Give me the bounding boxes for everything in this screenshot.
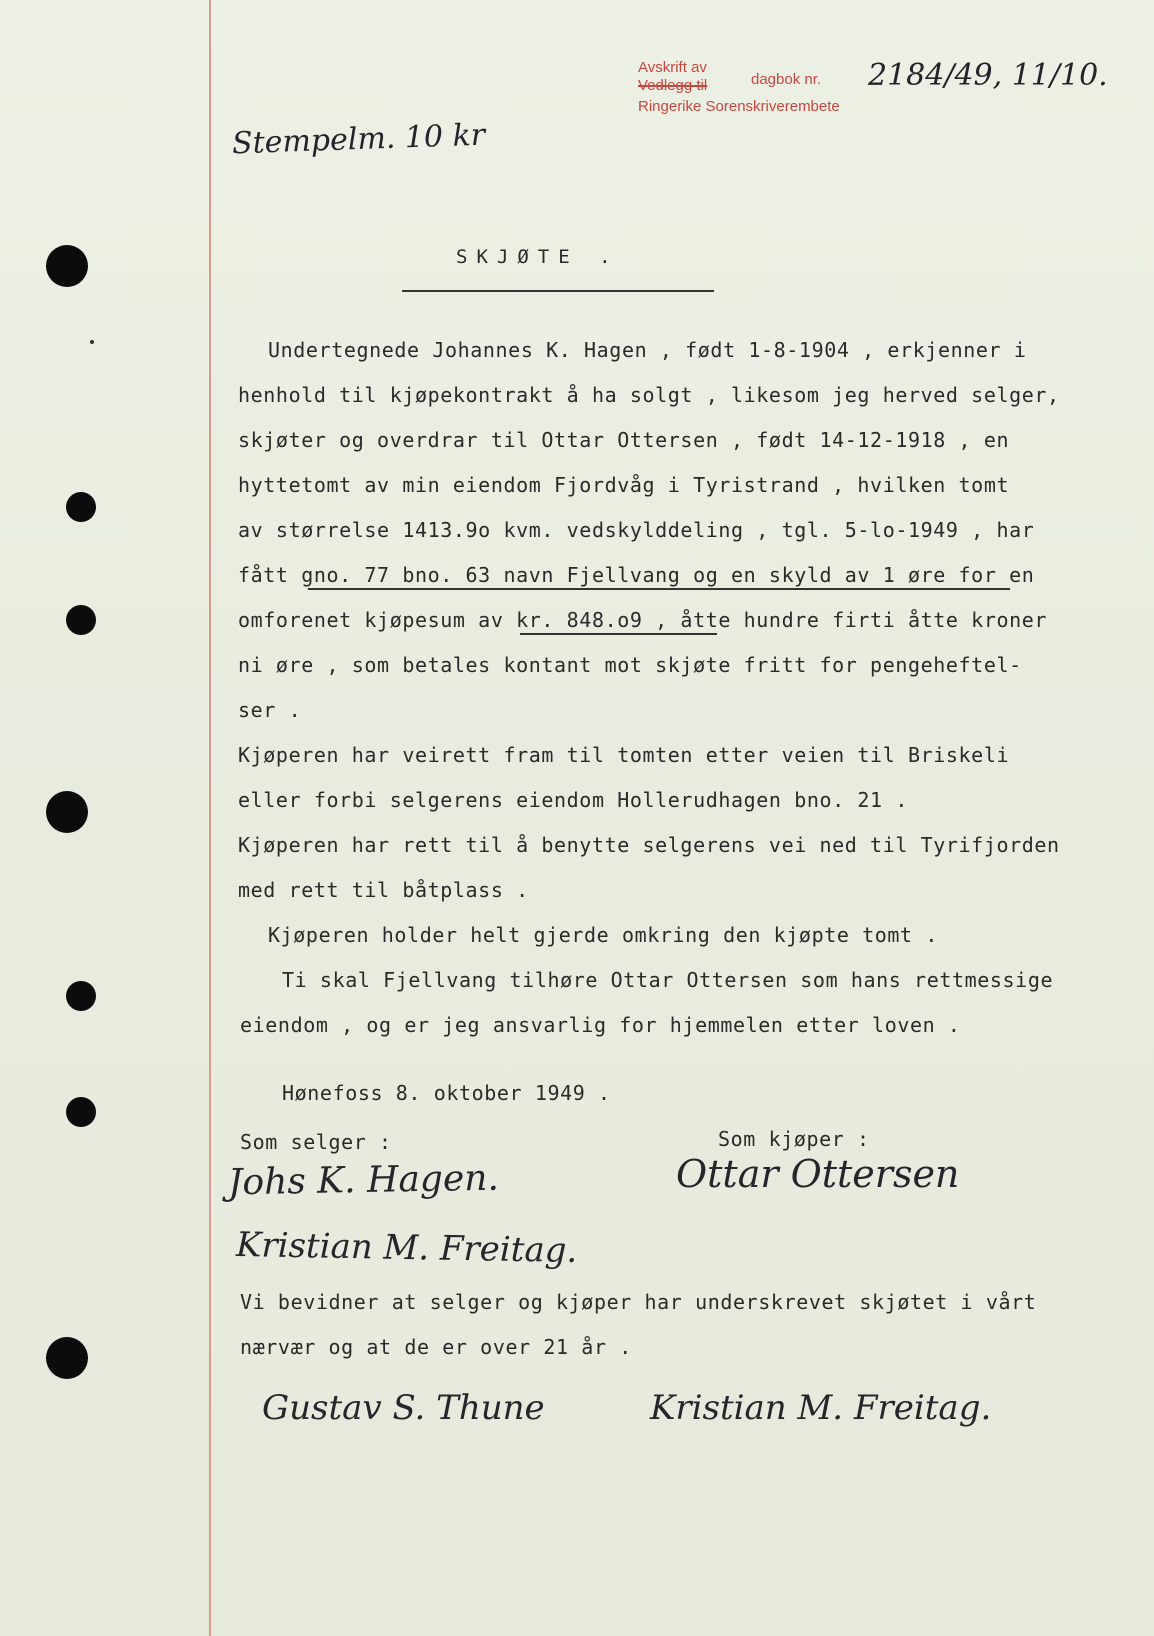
punch-hole: [66, 1097, 96, 1127]
body-line: Kjøperen holder helt gjerde omkring den kjøpte tomt .: [268, 923, 938, 947]
punch-hole: [66, 605, 96, 635]
stamp-line-3: Ringerike Sorenskriverembete: [638, 98, 840, 115]
punch-hole: [66, 981, 96, 1011]
underline-property: [308, 588, 1010, 590]
buyer-label: Som kjøper :: [718, 1127, 870, 1151]
speck: [90, 340, 94, 344]
body-line: hyttetomt av min eiendom Fjordvåg i Tyristrand , hvilken tomt: [238, 473, 1010, 497]
underline-price: [520, 633, 717, 635]
buyer-signature: Ottar Ottersen: [676, 1152, 960, 1196]
document-title: SKJØTE .: [456, 246, 620, 268]
attestation-line: nærvær og at de er over 21 år .: [240, 1335, 632, 1359]
stamp-duty-note: Stempelm. 10 kr: [231, 117, 486, 162]
body-line: skjøter og overdrar til Ottar Ottersen , født 14-12-1918 , en: [238, 428, 1010, 452]
witness-signature-2: Kristian M. Freitag.: [650, 1388, 992, 1428]
body-line: Ti skal Fjellvang tilhøre Ottar Ottersen som hans rettmessige: [282, 968, 1054, 992]
attestation-line: Vi bevidner at selger og kjøper har underskrevet skjøtet i vårt: [240, 1290, 1037, 1314]
punch-hole: [46, 245, 88, 287]
witness-signature-1: Gustav S. Thune: [262, 1388, 545, 1428]
body-line: eiendom , og er jeg ansvarlig for hjemmelen etter loven .: [240, 1013, 961, 1037]
stamp-line-2: Vedlegg til: [638, 77, 708, 94]
seller-label: Som selger :: [240, 1130, 392, 1154]
body-line: ser .: [238, 698, 302, 722]
body-line: Undertegnede Johannes K. Hagen , født 1-8-1904 , erkjenner i: [268, 338, 1027, 362]
punch-hole: [46, 1337, 88, 1379]
place-date-line: Hønefoss 8. oktober 1949 .: [282, 1081, 611, 1105]
stamp-dagbok-label: dagbok nr.: [751, 71, 822, 88]
body-line: av størrelse 1413.9o kvm. vedskylddeling , tgl. 5-lo-1949 , har: [238, 518, 1035, 542]
body-line: med rett til båtplass .: [238, 878, 529, 902]
body-line: fått gno. 77 bno. 63 navn Fjellvang og en skyld av 1 øre for en: [238, 563, 1035, 587]
seller-witness-signature: Kristian M. Freitag.: [235, 1225, 578, 1271]
seller-signature: Johs K. Hagen.: [227, 1157, 500, 1204]
body-line: eller forbi selgerens eiendom Hollerudhagen bno. 21 .: [238, 788, 908, 812]
punch-hole: [46, 791, 88, 833]
body-line: omforenet kjøpesum av kr. 848.o9 , åtte hundre firti åtte kroner: [238, 608, 1048, 632]
margin-line: [209, 0, 211, 1636]
body-line: Kjøperen har veirett fram til tomten etter veien til Briskeli: [238, 743, 1010, 767]
body-line: Kjøperen har rett til å benytte selgerens vei ned til Tyrifjorden: [238, 833, 1060, 857]
punch-hole: [66, 492, 96, 522]
title-underline: [402, 290, 714, 292]
body-line: henhold til kjøpekontrakt å ha solgt , likesom jeg herved selger,: [238, 383, 1060, 407]
stamp-line-1: Avskrift av: [638, 59, 707, 76]
dagbok-number: 2184/49, 11/10.: [868, 58, 1108, 93]
body-line: ni øre , som betales kontant mot skjøte fritt for pengeheftel-: [238, 653, 1022, 677]
